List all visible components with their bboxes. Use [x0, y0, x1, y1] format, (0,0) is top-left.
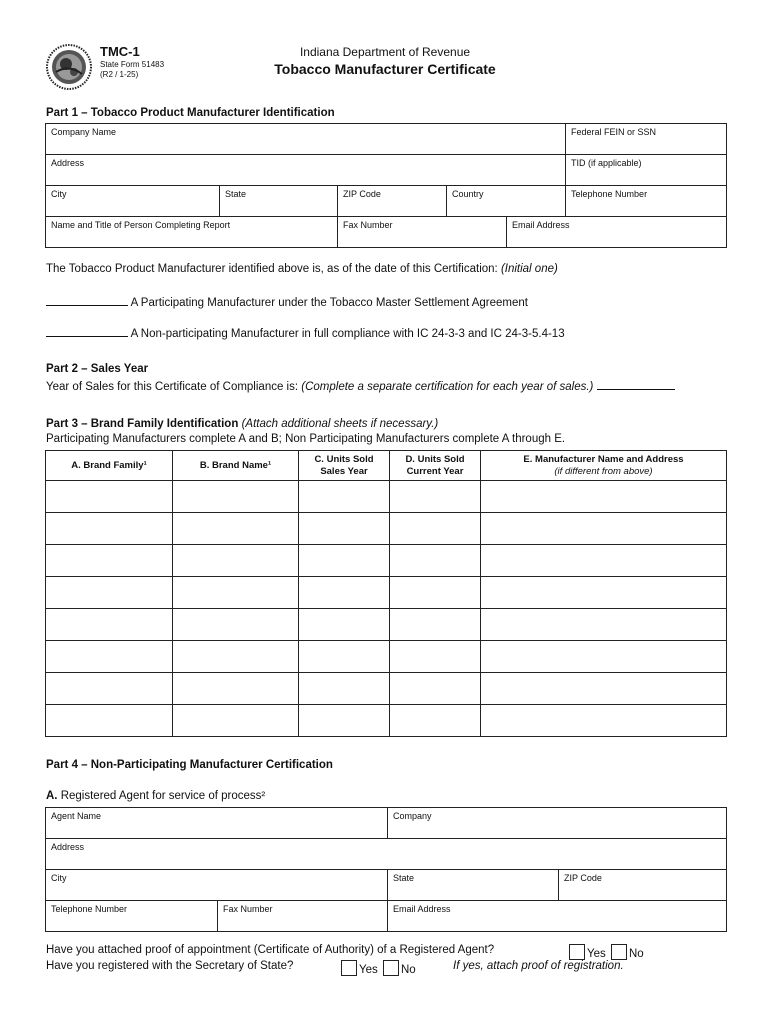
agent-fax-field[interactable] — [218, 901, 388, 932]
agent-name-field[interactable] — [46, 808, 388, 839]
telephone-field[interactable] — [566, 186, 727, 217]
manufacturer-cell[interactable] — [481, 513, 727, 545]
units-current-year-cell[interactable] — [390, 545, 481, 577]
agent-zip-field[interactable] — [559, 870, 727, 901]
certification-text: The Tobacco Product Manufacturer identified above is, as of the date of this Certification: — [46, 263, 498, 275]
registered-agent-table — [45, 807, 727, 932]
email-field[interactable] — [507, 217, 727, 248]
sales-year-note: (Complete a separate certification for each year of sales.) — [301, 381, 594, 393]
federal-fein-field[interactable] — [566, 124, 727, 155]
part3-heading-note: (Attach additional sheets if necessary.) — [241, 418, 439, 430]
units-sales-year-cell[interactable] — [299, 705, 390, 737]
units-current-year-cell[interactable] — [390, 481, 481, 513]
brand-name-cell[interactable] — [173, 513, 299, 545]
q1-yes-checkbox[interactable] — [569, 944, 585, 960]
agent-fax-label: Fax Number — [223, 904, 273, 914]
manufacturer-cell[interactable] — [481, 609, 727, 641]
units-sales-year-cell[interactable] — [299, 481, 390, 513]
address-field[interactable] — [46, 155, 566, 186]
table-row — [46, 545, 727, 577]
brand-family-cell[interactable] — [46, 577, 173, 609]
city-field[interactable] — [46, 186, 220, 217]
brand-name-cell[interactable] — [173, 705, 299, 737]
col-a-label: A. Brand Family¹ — [71, 459, 147, 471]
q1-answer-options — [569, 944, 644, 960]
name-title-field[interactable] — [46, 217, 338, 248]
address-label: Address — [51, 158, 85, 168]
brand-name-cell[interactable] — [173, 609, 299, 641]
brand-name-cell[interactable] — [173, 481, 299, 513]
brand-family-cell[interactable] — [46, 673, 173, 705]
certification-statement — [46, 263, 558, 275]
agent-email-field[interactable] — [388, 901, 727, 932]
option-nonparticipating-text: A Non-participating Manufacturer in full compliance with IC 24-3-3 and IC 24-3-5.4-13 — [130, 328, 565, 340]
agent-telephone-label: Telephone Number — [51, 904, 128, 914]
col-c-sublabel: Sales Year — [320, 465, 368, 477]
form-revision: (R2 / 1-25) — [100, 70, 139, 79]
section-a-text: Registered Agent for service of process² — [60, 790, 266, 802]
table-row — [46, 641, 727, 673]
units-sales-year-cell[interactable] — [299, 577, 390, 609]
col-e-label: E. Manufacturer Name and Address — [523, 453, 684, 465]
part1-heading: Part 1 – Tobacco Product Manufacturer Identification — [46, 107, 335, 119]
col-b-label: B. Brand Name¹ — [199, 459, 272, 471]
units-current-year-cell[interactable] — [390, 641, 481, 673]
brand-name-cell[interactable] — [173, 673, 299, 705]
agent-state-label: State — [393, 873, 415, 883]
sales-year-line — [46, 378, 675, 393]
col-units-sold-sales-year — [299, 451, 390, 481]
q2-no-label: No — [400, 964, 416, 976]
units-sales-year-cell[interactable] — [299, 641, 390, 673]
col-e-sublabel: (if different from above) — [554, 465, 653, 477]
q1-yes-label: Yes — [587, 948, 606, 960]
telephone-label: Telephone Number — [571, 189, 648, 199]
brand-family-cell[interactable] — [46, 481, 173, 513]
option-participating — [46, 294, 528, 309]
company-name-label: Company Name — [51, 127, 117, 137]
col-units-sold-current-year — [390, 451, 481, 481]
tid-field[interactable] — [566, 155, 727, 186]
agent-telephone-field[interactable] — [46, 901, 218, 932]
table-row — [46, 673, 727, 705]
form-code: TMC-1 — [100, 44, 140, 59]
question-secretary-of-state: Have you registered with the Secretary of State? — [46, 960, 294, 972]
section-a-letter: A. — [46, 790, 58, 802]
q2-no-checkbox[interactable] — [383, 960, 399, 976]
brand-family-cell[interactable] — [46, 609, 173, 641]
units-sales-year-cell[interactable] — [299, 609, 390, 641]
part3-instructions: Participating Manufacturers complete A and B; Non Participating Manufacturers complete A through E. — [46, 433, 566, 445]
agent-state-field[interactable] — [388, 870, 559, 901]
table-row — [46, 705, 727, 737]
agent-company-field[interactable] — [388, 808, 727, 839]
brand-family-table — [45, 450, 727, 737]
state-label: State — [225, 189, 247, 199]
fax-field[interactable] — [338, 217, 507, 248]
units-current-year-cell[interactable] — [390, 705, 481, 737]
q2-yes-label: Yes — [359, 964, 378, 976]
city-label: City — [51, 189, 67, 199]
units-sales-year-cell[interactable] — [299, 673, 390, 705]
col-d-label: D. Units Sold — [405, 453, 465, 465]
initial-blank-nonparticipating[interactable] — [46, 325, 128, 337]
manufacturer-cell[interactable] — [481, 673, 727, 705]
units-current-year-cell[interactable] — [390, 513, 481, 545]
brand-family-cell[interactable] — [46, 641, 173, 673]
brand-family-cell[interactable] — [46, 545, 173, 577]
agent-address-field[interactable] — [46, 839, 727, 870]
agent-name-label: Agent Name — [51, 811, 102, 821]
initial-one-note: (Initial one) — [500, 263, 558, 275]
brand-name-cell[interactable] — [173, 545, 299, 577]
agent-city-field[interactable] — [46, 870, 388, 901]
sales-year-blank[interactable] — [597, 378, 675, 390]
state-field[interactable] — [220, 186, 338, 217]
q2-yes-checkbox[interactable] — [341, 960, 357, 976]
option-participating-text: A Participating Manufacturer under the Tobacco Master Settlement Agreement — [130, 297, 528, 309]
initial-blank-participating[interactable] — [46, 294, 128, 306]
company-name-field[interactable] — [46, 124, 566, 155]
country-label: Country — [452, 189, 484, 199]
fax-label: Fax Number — [343, 220, 393, 230]
q2-note: If yes, attach proof of registration. — [453, 960, 624, 972]
zip-field[interactable] — [338, 186, 447, 217]
col-d-sublabel: Current Year — [406, 465, 464, 477]
agency-name: Indiana Department of Revenue — [299, 45, 471, 59]
brand-name-cell[interactable] — [173, 577, 299, 609]
manufacturer-cell[interactable] — [481, 705, 727, 737]
manufacturer-cell[interactable] — [481, 481, 727, 513]
brand-family-cell[interactable] — [46, 513, 173, 545]
col-brand-family — [46, 451, 173, 481]
section-a-heading — [46, 790, 265, 802]
manufacturer-cell[interactable] — [481, 641, 727, 673]
manufacturer-cell[interactable] — [481, 545, 727, 577]
q2-answer-options — [341, 960, 416, 976]
document-title: Tobacco Manufacturer Certificate — [274, 61, 496, 77]
agent-address-label: Address — [51, 842, 85, 852]
units-sales-year-cell[interactable] — [299, 513, 390, 545]
table-row — [46, 609, 727, 641]
units-current-year-cell[interactable] — [390, 577, 481, 609]
zip-label: ZIP Code — [343, 189, 381, 199]
col-c-label: C. Units Sold — [314, 453, 374, 465]
federal-fein-label: Federal FEIN or SSN — [571, 127, 657, 137]
sales-year-text: Year of Sales for this Certificate of Compliance is: — [46, 381, 299, 393]
col-brand-name — [173, 451, 299, 481]
units-sales-year-cell[interactable] — [299, 545, 390, 577]
table-row — [46, 513, 727, 545]
agent-zip-label: ZIP Code — [564, 873, 602, 883]
units-current-year-cell[interactable] — [390, 609, 481, 641]
agent-company-label: Company — [393, 811, 432, 821]
part2-heading: Part 2 – Sales Year — [46, 363, 149, 375]
brand-family-cell[interactable] — [46, 705, 173, 737]
units-current-year-cell[interactable] — [390, 673, 481, 705]
manufacturer-cell[interactable] — [481, 577, 727, 609]
state-form-number: State Form 51483 — [100, 60, 165, 69]
brand-name-cell[interactable] — [173, 641, 299, 673]
country-field[interactable] — [447, 186, 566, 217]
part3-heading-line — [46, 418, 438, 430]
agent-city-label: City — [51, 873, 67, 883]
q1-no-label: No — [628, 948, 644, 960]
email-label: Email Address — [512, 220, 570, 230]
option-nonparticipating — [46, 325, 565, 340]
part3-heading: Part 3 – Brand Family Identification — [46, 418, 239, 430]
name-title-label: Name and Title of Person Completing Report — [51, 220, 231, 230]
part1-identification-table — [45, 123, 727, 248]
agent-email-label: Email Address — [393, 904, 451, 914]
col-manufacturer-name-address — [481, 451, 727, 481]
indiana-state-seal — [46, 44, 92, 90]
table-row — [46, 577, 727, 609]
question-registered-agent: Have you attached proof of appointment (Certificate of Authority) of a Registered Agent? — [46, 944, 495, 956]
part4-heading: Part 4 – Non-Participating Manufacturer Certification — [46, 759, 333, 771]
table-row — [46, 481, 727, 513]
tid-label: TID (if applicable) — [571, 158, 642, 168]
q1-no-checkbox[interactable] — [611, 944, 627, 960]
